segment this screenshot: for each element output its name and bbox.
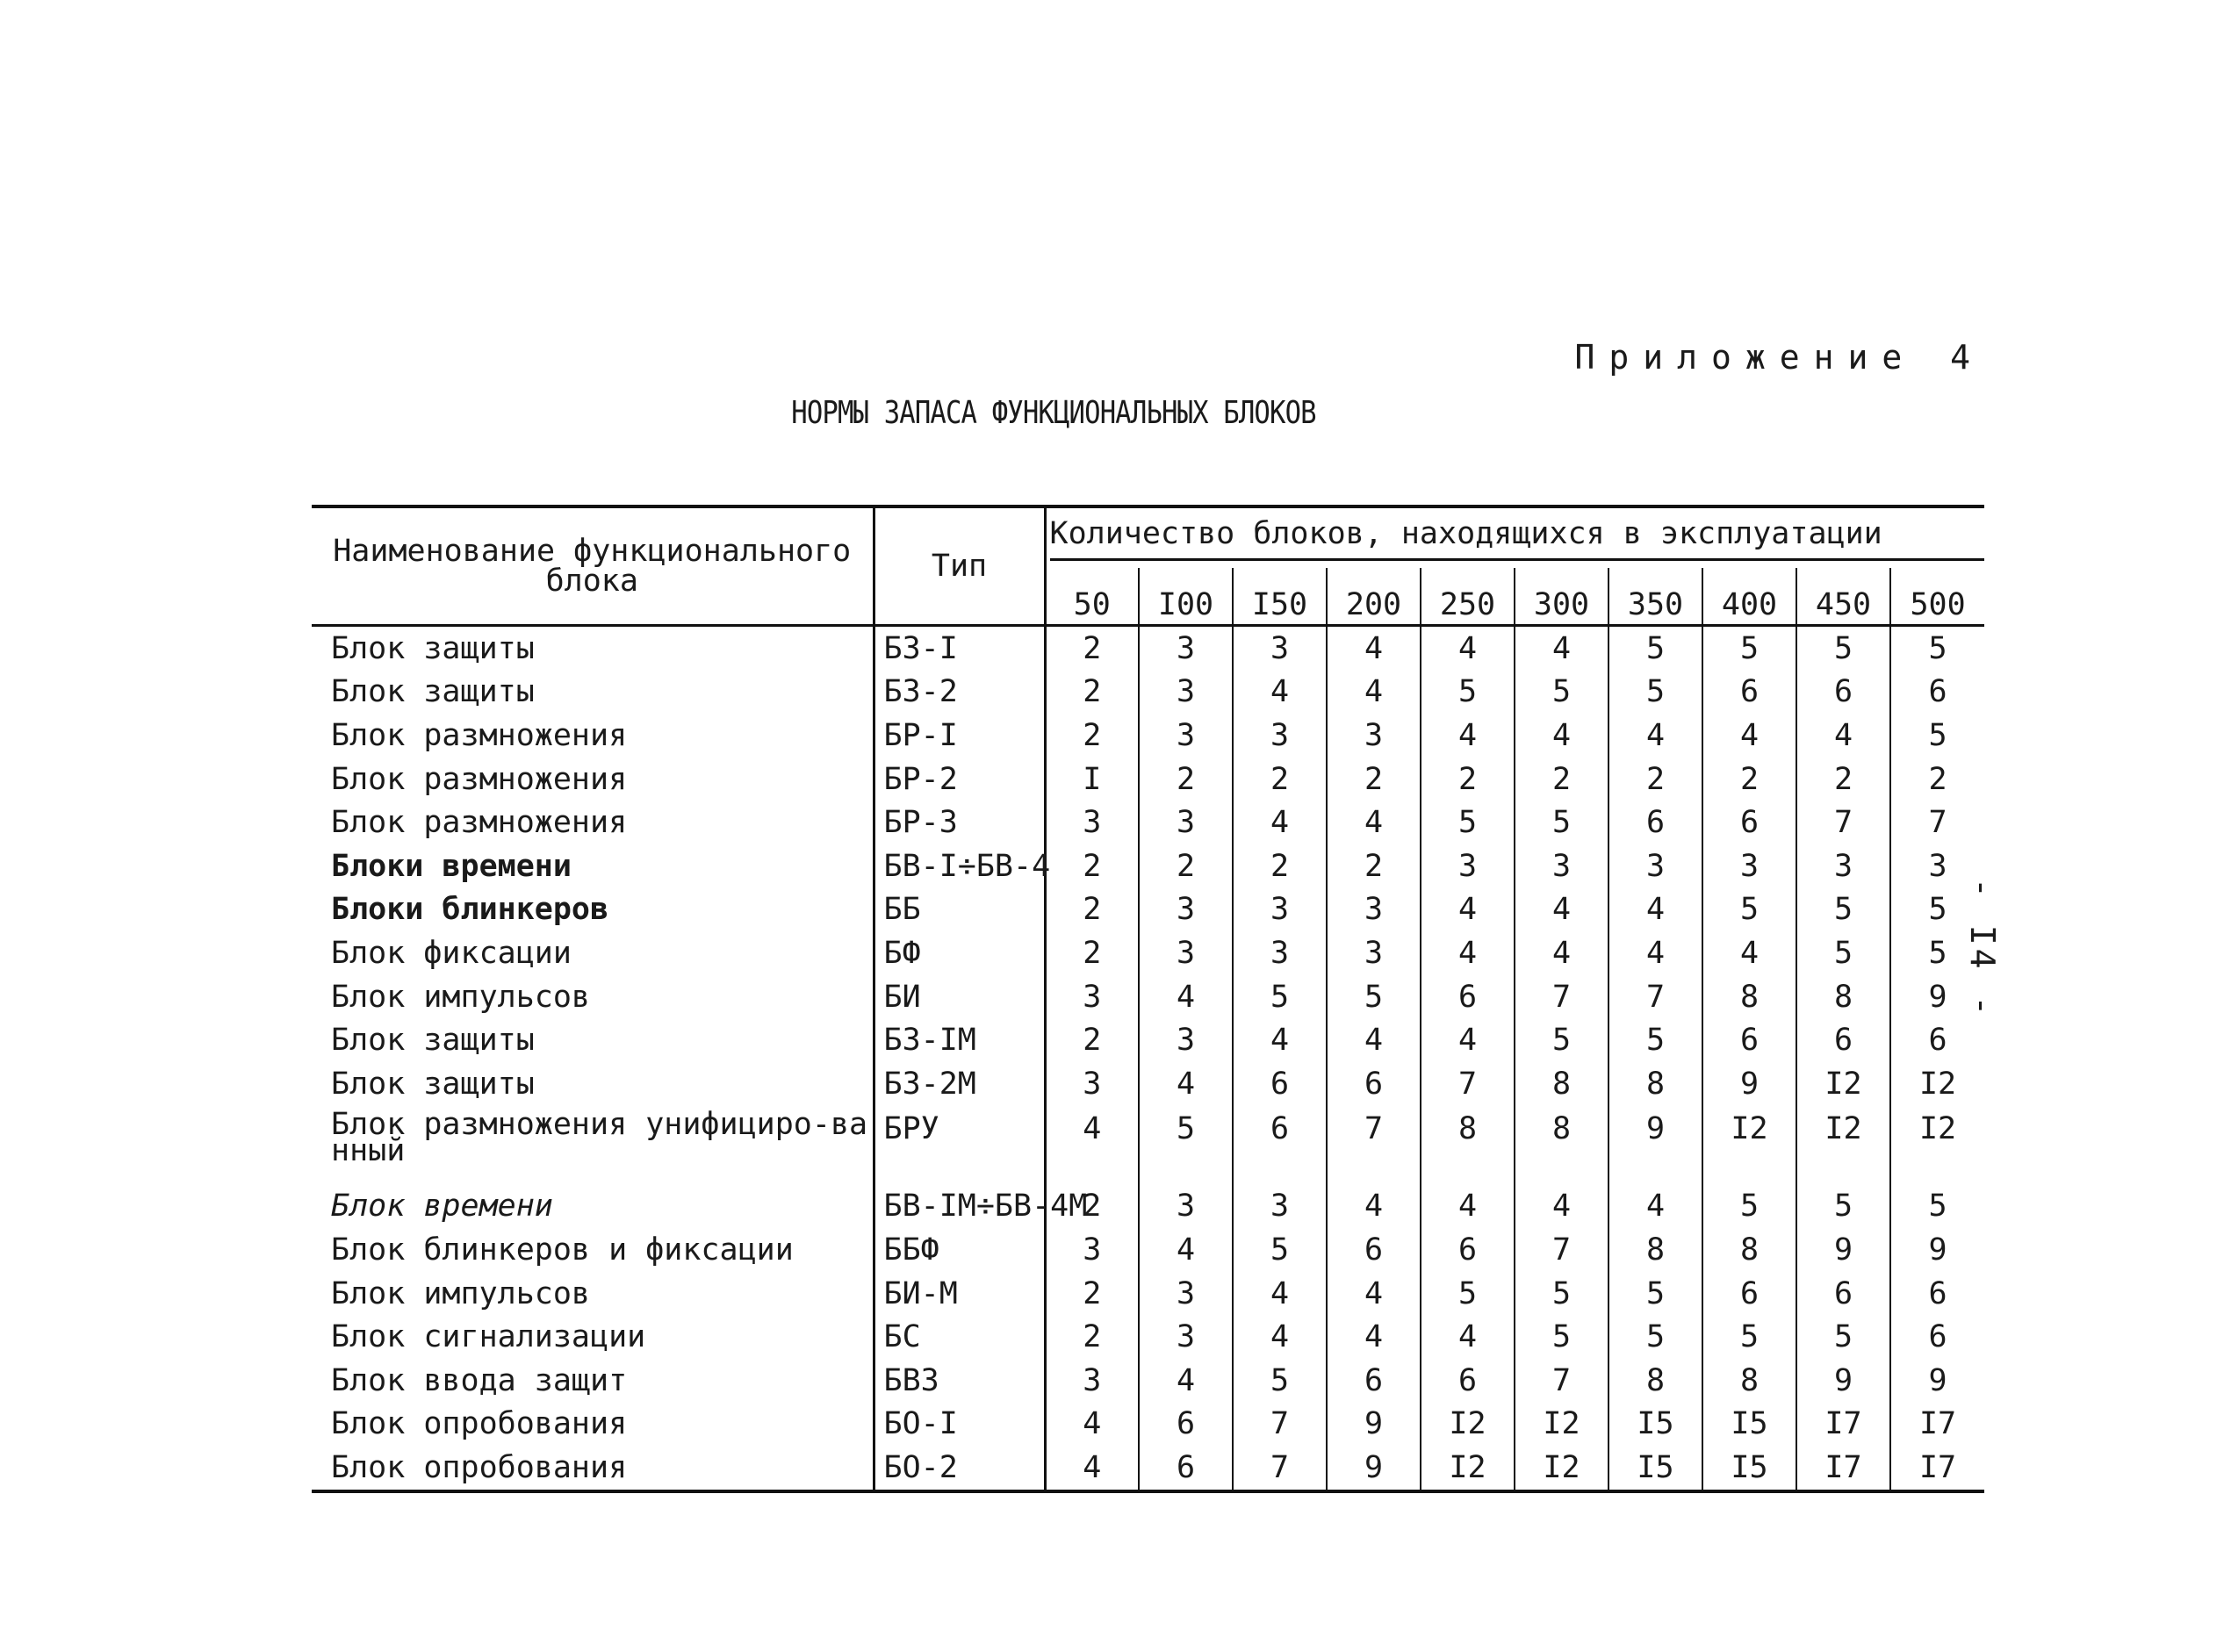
quantity-cell: 4 [1045, 1446, 1139, 1491]
quantity-cell: I5 [1608, 1446, 1702, 1491]
quantity-cell: 2 [1045, 888, 1139, 932]
quantity-cell: 4 [1421, 626, 1515, 671]
quantity-cell: 2 [1045, 931, 1139, 975]
table-row [312, 758, 1984, 801]
quantity-cell: 4 [1702, 714, 1796, 758]
quantity-cell: 5 [1608, 1018, 1702, 1062]
quantity-cell: I2 [1421, 1446, 1515, 1491]
header-column: I50 [1233, 568, 1327, 626]
quantity-cell: 3 [1233, 1185, 1327, 1229]
table-row [312, 1315, 1984, 1359]
block-type: БР-2 [874, 758, 1045, 801]
quantity-cell: 5 [1890, 888, 1984, 932]
quantity-cell: 4 [1045, 1106, 1139, 1185]
quantity-cell: 8 [1515, 1062, 1608, 1106]
block-name: Блок защиты [312, 671, 874, 715]
page-number: - I4 - [1963, 878, 2002, 1020]
block-name: Блоки блинкеров [312, 888, 874, 932]
quantity-cell: 9 [1608, 1106, 1702, 1185]
header-column: 450 [1796, 568, 1890, 626]
quantity-cell: 6 [1421, 1359, 1515, 1403]
table-row [312, 1359, 1984, 1403]
quantity-cell: 8 [1702, 1228, 1796, 1272]
quantity-cell: 4 [1421, 888, 1515, 932]
block-name: Блок защиты [312, 1062, 874, 1106]
quantity-cell: 3 [1045, 1228, 1139, 1272]
quantity-cell: 9 [1327, 1403, 1421, 1447]
quantity-cell: 4 [1702, 931, 1796, 975]
quantity-cell: 4 [1139, 1062, 1233, 1106]
table-row [312, 1062, 1984, 1106]
quantity-cell: 3 [1233, 888, 1327, 932]
header-column: 400 [1702, 568, 1796, 626]
block-name: Блок блинкеров и фиксации [312, 1228, 874, 1272]
quantity-cell: 6 [1702, 1018, 1796, 1062]
quantity-cell: 5 [1515, 801, 1608, 844]
table-row [312, 1185, 1984, 1229]
quantity-cell: 9 [1796, 1228, 1890, 1272]
block-type: БИ [874, 975, 1045, 1019]
quantity-cell: 9 [1327, 1446, 1421, 1491]
quantity-cell: I2 [1796, 1062, 1890, 1106]
quantity-cell: 2 [1702, 758, 1796, 801]
block-name: Блок опробования [312, 1446, 874, 1491]
quantity-cell: 6 [1608, 801, 1702, 844]
quantity-cell: 3 [1421, 844, 1515, 888]
quantity-cell: 2 [1608, 758, 1702, 801]
quantity-cell: 3 [1702, 844, 1796, 888]
quantity-cell: 3 [1327, 888, 1421, 932]
quantity-cell: 3 [1045, 975, 1139, 1019]
block-type: БР-3 [874, 801, 1045, 844]
quantity-cell: 3 [1233, 626, 1327, 671]
quantity-cell: I5 [1608, 1403, 1702, 1447]
quantity-cell: 8 [1608, 1228, 1702, 1272]
table-row [312, 801, 1984, 844]
table-row [312, 1403, 1984, 1447]
quantity-cell: 3 [1139, 626, 1233, 671]
quantity-cell: 4 [1045, 1403, 1139, 1447]
block-type: ББФ [874, 1228, 1045, 1272]
quantity-cell: 6 [1890, 1272, 1984, 1316]
quantity-cell: I [1045, 758, 1139, 801]
header-quantity [1045, 506, 1984, 568]
block-name: Блоки времени [312, 844, 874, 888]
block-type: БВ-I÷БВ-4 [874, 844, 1045, 888]
quantity-cell: 4 [1608, 931, 1702, 975]
document-title: НОРМЫ ЗАПАСА ФУНКЦИОНАЛЬНЫХ БЛОКОВ [791, 395, 1316, 431]
quantity-cell: 9 [1890, 975, 1984, 1019]
quantity-cell: 2 [1139, 844, 1233, 888]
table-row [312, 626, 1984, 671]
quantity-cell: I2 [1796, 1106, 1890, 1185]
quantity-cell: 3 [1608, 844, 1702, 888]
quantity-cell: 3 [1139, 931, 1233, 975]
quantity-cell: 4 [1139, 1228, 1233, 1272]
quantity-cell: 3 [1139, 801, 1233, 844]
block-type: БЗ-I [874, 626, 1045, 671]
quantity-cell: 4 [1796, 714, 1890, 758]
quantity-cell: 5 [1421, 801, 1515, 844]
quantity-cell: 2 [1045, 1018, 1139, 1062]
quantity-cell: 2 [1890, 758, 1984, 801]
quantity-cell: 4 [1327, 801, 1421, 844]
header-column: 500 [1890, 568, 1984, 626]
quantity-cell: 3 [1139, 671, 1233, 715]
quantity-cell: I7 [1890, 1446, 1984, 1491]
quantity-cell: I5 [1702, 1446, 1796, 1491]
block-name: Блок сигнализации [312, 1315, 874, 1359]
table-row [312, 844, 1984, 888]
quantity-cell: 3 [1139, 1315, 1233, 1359]
quantity-cell: 4 [1608, 888, 1702, 932]
quantity-cell: 5 [1515, 1315, 1608, 1359]
quantity-cell: 5 [1796, 626, 1890, 671]
block-name: Блок размножения [312, 714, 874, 758]
block-type: БРУ [874, 1106, 1045, 1185]
quantity-cell: 3 [1139, 1018, 1233, 1062]
block-name: Блок импульсов [312, 1272, 874, 1316]
header-column: 350 [1608, 568, 1702, 626]
quantity-cell: 3 [1327, 714, 1421, 758]
table-row [312, 714, 1984, 758]
quantity-cell: 6 [1233, 1106, 1327, 1185]
quantity-cell: 7 [1796, 801, 1890, 844]
quantity-cell: 5 [1421, 1272, 1515, 1316]
block-name: Блок защиты [312, 1018, 874, 1062]
quantity-cell: 4 [1139, 975, 1233, 1019]
quantity-cell: I2 [1515, 1403, 1608, 1447]
quantity-cell: 4 [1421, 1185, 1515, 1229]
quantity-cell: 9 [1890, 1228, 1984, 1272]
quantity-cell: I2 [1890, 1106, 1984, 1185]
header-column: 250 [1421, 568, 1515, 626]
quantity-cell: 6 [1796, 1018, 1890, 1062]
quantity-cell: 4 [1608, 1185, 1702, 1229]
quantity-cell: 8 [1608, 1062, 1702, 1106]
quantity-cell: 4 [1608, 714, 1702, 758]
quantity-cell: 2 [1045, 844, 1139, 888]
quantity-cell: 3 [1045, 801, 1139, 844]
quantity-cell: 6 [1890, 671, 1984, 715]
quantity-cell: 7 [1421, 1062, 1515, 1106]
quantity-cell: 5 [1139, 1106, 1233, 1185]
quantity-cell: 4 [1421, 714, 1515, 758]
quantity-cell: 6 [1796, 1272, 1890, 1316]
quantity-cell: 5 [1233, 975, 1327, 1019]
quantity-cell: 6 [1139, 1446, 1233, 1491]
quantity-cell: 6 [1890, 1315, 1984, 1359]
table-row [312, 1228, 1984, 1272]
quantity-cell: 4 [1327, 1272, 1421, 1316]
table-row [312, 1018, 1984, 1062]
quantity-cell: 6 [1890, 1018, 1984, 1062]
quantity-cell: 3 [1139, 1272, 1233, 1316]
quantity-cell: 4 [1515, 626, 1608, 671]
quantity-cell: 8 [1702, 1359, 1796, 1403]
quantity-cell: 5 [1796, 931, 1890, 975]
quantity-cell: 5 [1702, 626, 1796, 671]
quantity-cell: 5 [1608, 626, 1702, 671]
quantity-cell: 7 [1515, 975, 1608, 1019]
quantity-cell: 5 [1796, 888, 1890, 932]
quantity-cell: 4 [1515, 1185, 1608, 1229]
quantity-cell: 2 [1233, 758, 1327, 801]
quantity-cell: 5 [1233, 1359, 1327, 1403]
quantity-cell: 3 [1139, 1185, 1233, 1229]
quantity-cell: 7 [1890, 801, 1984, 844]
quantity-cell: I7 [1890, 1403, 1984, 1447]
quantity-cell: 5 [1890, 931, 1984, 975]
quantity-cell: 2 [1045, 626, 1139, 671]
table-row [312, 931, 1984, 975]
quantity-cell: 5 [1702, 1315, 1796, 1359]
quantity-cell: 2 [1045, 714, 1139, 758]
quantity-cell: 7 [1608, 975, 1702, 1019]
quantity-cell: 2 [1796, 758, 1890, 801]
quantity-cell: 4 [1515, 931, 1608, 975]
quantity-cell: 2 [1233, 844, 1327, 888]
quantity-cell: 7 [1515, 1359, 1608, 1403]
quantity-cell: I5 [1702, 1403, 1796, 1447]
table-row [312, 975, 1984, 1019]
quantity-cell: 2 [1139, 758, 1233, 801]
quantity-cell: 4 [1327, 626, 1421, 671]
quantity-cell: I7 [1796, 1403, 1890, 1447]
block-type: БЗ-2 [874, 671, 1045, 715]
block-name: Блок фиксации [312, 931, 874, 975]
block-type: БЗ-IМ [874, 1018, 1045, 1062]
quantity-cell: 6 [1421, 975, 1515, 1019]
quantity-cell: 4 [1421, 1018, 1515, 1062]
table-row [312, 1106, 1984, 1185]
block-name: Блок опробования [312, 1403, 874, 1447]
quantity-cell: 9 [1702, 1062, 1796, 1106]
header-column: 300 [1515, 568, 1608, 626]
quantity-cell: 3 [1327, 931, 1421, 975]
quantity-cell: 5 [1796, 1185, 1890, 1229]
quantity-cell: 6 [1233, 1062, 1327, 1106]
quantity-cell: I2 [1421, 1403, 1515, 1447]
quantity-cell: 5 [1515, 671, 1608, 715]
quantity-cell: 5 [1890, 626, 1984, 671]
quantity-cell: 4 [1233, 1272, 1327, 1316]
quantity-cell: 9 [1890, 1359, 1984, 1403]
quantity-cell: 2 [1327, 844, 1421, 888]
header-column: 200 [1327, 568, 1421, 626]
quantity-cell: 3 [1515, 844, 1608, 888]
block-name: Блок защиты [312, 626, 874, 671]
quantity-cell: 3 [1139, 888, 1233, 932]
quantity-cell: 3 [1139, 714, 1233, 758]
block-type: БВ-IМ÷БВ-4М [874, 1185, 1045, 1229]
block-type: БФ [874, 931, 1045, 975]
quantity-cell: 8 [1702, 975, 1796, 1019]
quantity-cell: 2 [1045, 1185, 1139, 1229]
quantity-cell: 8 [1796, 975, 1890, 1019]
quantity-cell: 6 [1327, 1359, 1421, 1403]
quantity-cell: 4 [1327, 1018, 1421, 1062]
block-name: Блок размножения унифициро-ванный [312, 1106, 874, 1185]
header-column: 50 [1045, 568, 1139, 626]
quantity-cell: I2 [1702, 1106, 1796, 1185]
quantity-cell: 4 [1233, 1315, 1327, 1359]
quantity-cell: 4 [1233, 671, 1327, 715]
quantity-cell: 7 [1233, 1446, 1327, 1491]
quantity-cell: 5 [1421, 671, 1515, 715]
quantity-cell: 6 [1702, 801, 1796, 844]
block-type: БС [874, 1315, 1045, 1359]
quantity-cell: 5 [1608, 1315, 1702, 1359]
quantity-cell: 8 [1515, 1106, 1608, 1185]
quantity-cell: 5 [1327, 975, 1421, 1019]
norms-table [312, 505, 1984, 1493]
quantity-cell: 5 [1608, 1272, 1702, 1316]
quantity-cell: 8 [1608, 1359, 1702, 1403]
header-column: I00 [1139, 568, 1233, 626]
quantity-cell: 7 [1233, 1403, 1327, 1447]
quantity-cell: 6 [1327, 1228, 1421, 1272]
table-row [312, 1272, 1984, 1316]
quantity-cell: 5 [1233, 1228, 1327, 1272]
block-type: БР-I [874, 714, 1045, 758]
quantity-cell: 6 [1139, 1403, 1233, 1447]
table-row [312, 671, 1984, 715]
quantity-cell: 4 [1421, 931, 1515, 975]
header-name: Наименование функционального блока [312, 506, 874, 626]
table-row [312, 888, 1984, 932]
quantity-cell: 3 [1233, 931, 1327, 975]
quantity-cell: 5 [1796, 1315, 1890, 1359]
quantity-cell: 5 [1702, 888, 1796, 932]
quantity-cell: 4 [1421, 1315, 1515, 1359]
quantity-cell: 5 [1515, 1272, 1608, 1316]
quantity-cell: 2 [1045, 1272, 1139, 1316]
block-name: Блок импульсов [312, 975, 874, 1019]
header-type: Тип [874, 506, 1045, 626]
block-type: БИ-М [874, 1272, 1045, 1316]
quantity-cell: 8 [1421, 1106, 1515, 1185]
appendix-label: Приложение 4 [1574, 338, 1984, 377]
quantity-cell: 9 [1796, 1359, 1890, 1403]
block-type: БЗ-2М [874, 1062, 1045, 1106]
header-quantity-label: Количество блоков, находящихся в эксплуатации [1050, 516, 1985, 561]
block-type: БО-2 [874, 1446, 1045, 1491]
block-name: Блок размножения [312, 801, 874, 844]
quantity-cell: 5 [1702, 1185, 1796, 1229]
quantity-cell: 5 [1515, 1018, 1608, 1062]
quantity-cell: 4 [1515, 888, 1608, 932]
norms-table-body [312, 626, 1984, 1491]
quantity-cell: 7 [1327, 1106, 1421, 1185]
quantity-cell: 2 [1421, 758, 1515, 801]
quantity-cell: 2 [1045, 1315, 1139, 1359]
quantity-cell: 4 [1327, 1185, 1421, 1229]
block-name: Блок ввода защит [312, 1359, 874, 1403]
quantity-cell: 4 [1327, 1315, 1421, 1359]
quantity-cell: 4 [1233, 1018, 1327, 1062]
quantity-cell: 4 [1233, 801, 1327, 844]
quantity-cell: I7 [1796, 1446, 1890, 1491]
block-name: Блок размножения [312, 758, 874, 801]
quantity-cell: 6 [1702, 1272, 1796, 1316]
quantity-cell: 6 [1421, 1228, 1515, 1272]
quantity-cell: I2 [1515, 1446, 1608, 1491]
quantity-cell: I2 [1890, 1062, 1984, 1106]
quantity-cell: 3 [1045, 1062, 1139, 1106]
quantity-cell: 4 [1139, 1359, 1233, 1403]
quantity-cell: 6 [1702, 671, 1796, 715]
quantity-cell: 4 [1515, 714, 1608, 758]
block-name: Блок времени [312, 1185, 874, 1229]
quantity-cell: 4 [1327, 671, 1421, 715]
quantity-cell: 5 [1890, 1185, 1984, 1229]
block-type: ББ [874, 888, 1045, 932]
quantity-cell: 7 [1515, 1228, 1608, 1272]
quantity-cell: 5 [1608, 671, 1702, 715]
table-row [312, 1446, 1984, 1491]
quantity-cell: 3 [1890, 844, 1984, 888]
block-type: БВЗ [874, 1359, 1045, 1403]
block-type: БО-I [874, 1403, 1045, 1447]
quantity-cell: 2 [1515, 758, 1608, 801]
quantity-cell: 6 [1796, 671, 1890, 715]
quantity-cell: 5 [1890, 714, 1984, 758]
quantity-cell: 3 [1233, 714, 1327, 758]
quantity-cell: 3 [1045, 1359, 1139, 1403]
quantity-cell: 6 [1327, 1062, 1421, 1106]
quantity-cell: 2 [1045, 671, 1139, 715]
quantity-cell: 2 [1327, 758, 1421, 801]
quantity-cell: 3 [1796, 844, 1890, 888]
